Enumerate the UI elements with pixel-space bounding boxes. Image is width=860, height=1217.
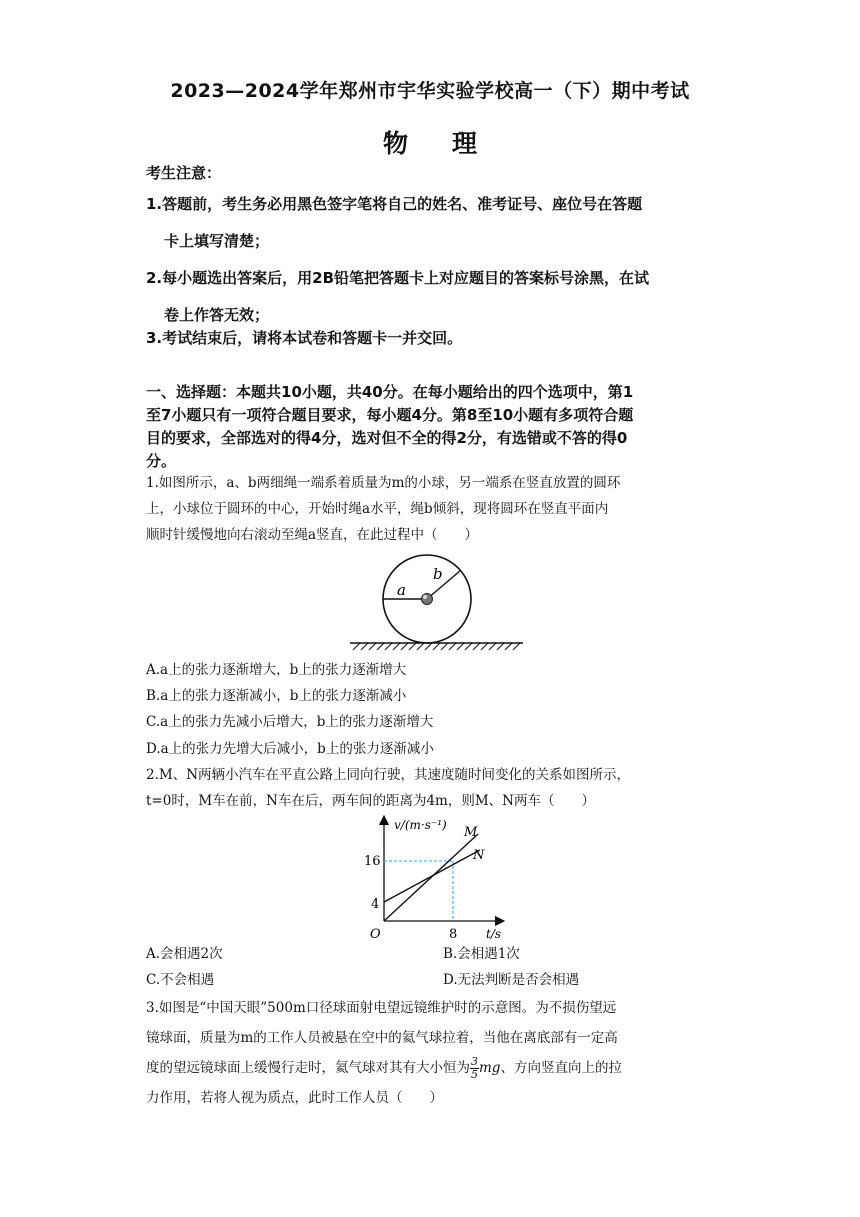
question-3-text: 3.如图是“中国天眼”500m口径球面射电望远镜维护时的示意图。为不损伤望远 镜球面，质量为m的工作人员被悬在空中的氦气球拉着，当他在离底部有一定高 度的望远镜球面上缓慢行走时，氦气球对其有大小恒为 $\frac{3}{5}$ mg、方向竖直向上的拉 力作用，若将人视为质点，此时工作人员（ ） xyxy=(146,993,730,1113)
x-axis-label: t/s xyxy=(486,927,502,941)
notice-heading: 考生注意： xyxy=(146,164,222,182)
x-tick-8: 8 xyxy=(449,927,458,942)
rope-b-label: b xyxy=(433,565,443,583)
ring-figure xyxy=(345,552,525,652)
rope-a-label: a xyxy=(397,581,406,599)
q1-option-b: B.a上的张力逐渐减小，b上的张力逐渐减小 xyxy=(146,688,407,704)
question-1-text: 1.如图所示，a、b两细绳一端系着质量为m的小球，另一端系在竖直放置的圆环 上，小球位于圆环的中心，开始时绳a水平，绳b倾斜，现将圆环在竖直平面内 顺时针缓慢地向右滚动至绳a竖直，在此过程中（ ） xyxy=(146,475,621,543)
question-3-line3: 度的望远镜球面上缓慢行走时，氦气球对其有大小恒为 $\frac{3}{5}$ mg、方向竖直向上的拉 xyxy=(146,1055,622,1081)
question-2-text: 2.M、N两辆小汽车在平直公路上同向行驶，其速度随时间变化的关系如图所示， t=0时，M车在前，N车在后，两车间的距离为4m，则M、N两车（ ） xyxy=(146,767,631,809)
q1-option-a: A.a上的张力逐渐增大，b上的张力逐渐增大 xyxy=(146,662,407,678)
y-axis-label: v/(m·s⁻¹) xyxy=(394,818,447,832)
section-1-instructions: 一、选择题：本题共10小题，共40分。在每小题给出的四个选项中，第1 至7小题只有一项符合题目要求，每小题4分。第8至10小题有多项符合题 目的要求，全部选对的得4分，选对但不全的得2分，有选错或不答的得0 分。 xyxy=(146,383,634,470)
y-tick-16: 16 xyxy=(364,854,381,869)
q1-option-c: C.a上的张力先减小后增大，b上的张力逐渐增大 xyxy=(146,714,434,730)
exam-title: 2023—2024学年郑州市宇华实验学校高一（下）期中考试 xyxy=(170,80,690,102)
velocity-time-graph xyxy=(340,814,510,942)
notice-item-1: 1.答题前，考生务必用黑色签字笔将自己的姓名、准考证号、座位号在答题 卡上填写清楚； xyxy=(146,195,643,250)
origin-label: O xyxy=(370,927,381,942)
q1-option-d: D.a上的张力先增大后减小，b上的张力逐渐减小 xyxy=(146,741,434,757)
line-m-label: M xyxy=(464,825,478,840)
notice-item-3: 3.考试结束后，请将本试卷和答题卡一并交回。 xyxy=(146,329,463,347)
q2-option-d: D.无法判断是否会相遇 xyxy=(443,972,580,988)
q2-option-c: C.不会相遇 xyxy=(146,972,215,988)
fraction-three-fifths: $\frac{3}{5}$ xyxy=(471,1055,478,1081)
q2-option-b: B.会相遇1次 xyxy=(443,946,520,962)
y-tick-4: 4 xyxy=(371,897,380,912)
notice-item-2: 2.每小题选出答案后，用2B铅笔把答题卡上对应题目的答案标号涂黑，在试 卷上作答无效； xyxy=(146,269,650,324)
q2-option-a: A.会相遇2次 xyxy=(146,946,223,962)
line-n-label: N xyxy=(473,848,485,863)
subject-title: 物理 xyxy=(382,129,521,158)
